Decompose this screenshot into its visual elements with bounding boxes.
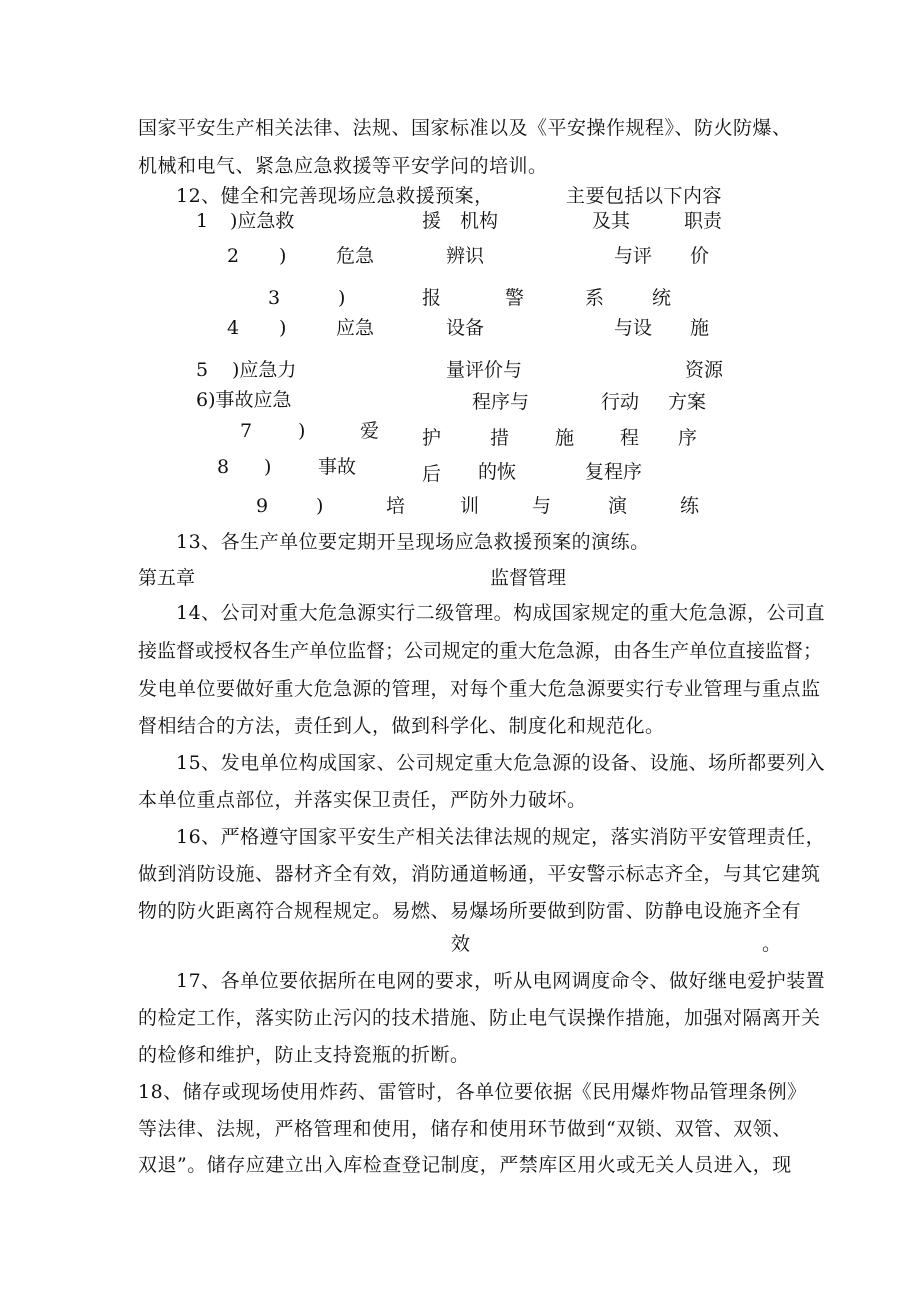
list-item-4-b: 应急 <box>336 317 375 339</box>
list-item-2-b: 危急 <box>336 245 375 267</box>
list-item-9-e: 演 <box>608 495 628 517</box>
list-item-7-c: 护 <box>422 427 442 449</box>
list-item-2-num: 2 <box>227 245 240 267</box>
list-item-9-f: 练 <box>680 495 700 517</box>
item16-line-4-a: 效 <box>451 933 471 955</box>
item12-text-tail: 主要包括以下内容 <box>566 185 723 207</box>
list-item-5-a: )应急力 <box>232 359 297 381</box>
item12-text: 12、健全和完善现场应急救援预案， <box>176 185 494 207</box>
item17-line-2: 的检定工作，落实防止污闪的技术措施、防止电气误操作措施，加强对隔离开关 <box>138 1007 821 1029</box>
item16-line-2: 做到消防设施、器材齐全有效，消防通道畅通，平安警示标志齐全，与其它建筑 <box>138 863 821 885</box>
list-item-8-b: 事故 <box>318 456 357 478</box>
list-item-9-d: 与 <box>532 495 552 517</box>
item17-line-3: 的检修和维护，防止支持瓷瓶的折断。 <box>138 1044 470 1066</box>
list-item-3-b: 报 <box>422 287 442 309</box>
list-item-3-c: 警 <box>505 287 525 309</box>
intro-line-2: 机械和电气、紧急应急救援等平安学问的培训。 <box>138 155 548 177</box>
list-item-2-e: 价 <box>690 245 710 267</box>
item17-line-1: 17、各单位要依据所在电网的要求，听从电网调度命令、做好继电爱护装置 <box>176 970 826 992</box>
list-item-3-a: ) <box>338 287 346 309</box>
list-item-8-c: 后 <box>422 463 442 485</box>
list-item-7-e: 施 <box>555 427 575 449</box>
item13-text: 13、各生产单位要定期开呈现场应急救援预案的演练。 <box>176 531 650 553</box>
list-item-7-b: 爱 <box>360 420 380 442</box>
list-item-6-c: 行动 <box>601 391 640 413</box>
intro-line-1: 国家平安生产相关法律、法规、国家标准以及《平安操作规程》、防火防爆、 <box>138 117 792 139</box>
list-item-5-num: 5 <box>196 359 209 381</box>
list-item-2-d: 与评 <box>614 245 653 267</box>
list-item-6-b: 程序与 <box>472 391 530 413</box>
list-item-6-a: 6)事故应急 <box>196 389 292 411</box>
item15-line-1: 15、发电单位构成国家、公司规定重大危急源的设备、设施、场所都要列入 <box>176 752 826 774</box>
list-item-3-e: 统 <box>652 287 672 309</box>
item14-line-2: 接监督或授权各生产单位监督；公司规定的重大危急源，由各生产单位直接监督； <box>138 640 823 662</box>
list-item-1-num: 1 <box>196 210 209 232</box>
item16-line-3: 物的防火距离符合规程规定。易燃、易爆场所要做到防雷、防静电设施齐全有 <box>138 900 802 922</box>
item18-line-1: 18、储存或现场使用炸药、雷管时，各单位要依据《民用爆炸物品管理条例》 <box>138 1081 807 1103</box>
item18-line-2: 等法律、法规，严格管理和使用，储存和使用环节做到“双锁、双管、双领、 <box>138 1118 792 1140</box>
list-item-1-a: )应急救 <box>230 210 295 232</box>
list-item-1-c: 机构 <box>460 210 499 232</box>
list-item-9-b: 培 <box>386 495 406 517</box>
chapter-number: 第五章 <box>138 567 196 589</box>
list-item-8-a: ) <box>264 456 272 478</box>
list-item-1-e: 职责 <box>684 210 723 232</box>
list-item-7-num: 7 <box>240 420 253 442</box>
list-item-1-b: 援 <box>422 210 442 232</box>
list-item-7-f: 程 <box>620 427 640 449</box>
list-item-9-a: ) <box>316 495 324 517</box>
list-item-4-e: 施 <box>690 317 710 339</box>
list-item-4-c: 设备 <box>446 317 485 339</box>
item16-line-1: 16、严格遵守国家平安生产相关法律法规的规定，落实消防平安管理责任， <box>176 826 826 848</box>
list-item-8-d: 的恢 <box>478 461 517 483</box>
list-item-5-c: 资源 <box>685 359 724 381</box>
list-item-4-num: 4 <box>227 317 240 339</box>
list-item-3-num: 3 <box>268 287 281 309</box>
list-item-2-a: ) <box>279 245 287 267</box>
chapter-title: 监督管理 <box>490 567 567 589</box>
list-item-4-a: ) <box>279 317 287 339</box>
list-item-3-d: 系 <box>585 287 605 309</box>
list-item-6-d: 方案 <box>668 391 707 413</box>
list-item-9-num: 9 <box>256 495 269 517</box>
item15-line-2: 本单位重点部位，并落实保卫责任，严防外力破坏。 <box>138 789 587 811</box>
list-item-7-a: ) <box>298 420 306 442</box>
list-item-8-num: 8 <box>217 456 230 478</box>
list-item-7-d: 措 <box>490 427 510 449</box>
list-item-5-b: 量评价与 <box>446 359 523 381</box>
list-item-8-e: 复程序 <box>585 461 643 483</box>
list-item-7-g: 序 <box>678 427 698 449</box>
item16-line-4-b: 。 <box>762 933 782 955</box>
item14-line-4: 督相结合的方法，责任到人，做到科学化、制度化和规范化。 <box>138 715 665 737</box>
item18-line-3: 双退”。储存应建立出入库检查登记制度，严禁库区用火或无关人员进入，现 <box>138 1154 792 1176</box>
list-item-1-d: 及其 <box>592 210 631 232</box>
item14-line-1: 14、公司对重大危急源实行二级管理。构成国家规定的重大危急源，公司直 <box>176 602 826 624</box>
item14-line-3: 发电单位要做好重大危急源的管理，对每个重大危急源要实行专业管理与重点监 <box>138 678 821 700</box>
list-item-4-d: 与设 <box>614 317 653 339</box>
list-item-2-c: 辨识 <box>446 245 485 267</box>
list-item-9-c: 训 <box>460 495 480 517</box>
